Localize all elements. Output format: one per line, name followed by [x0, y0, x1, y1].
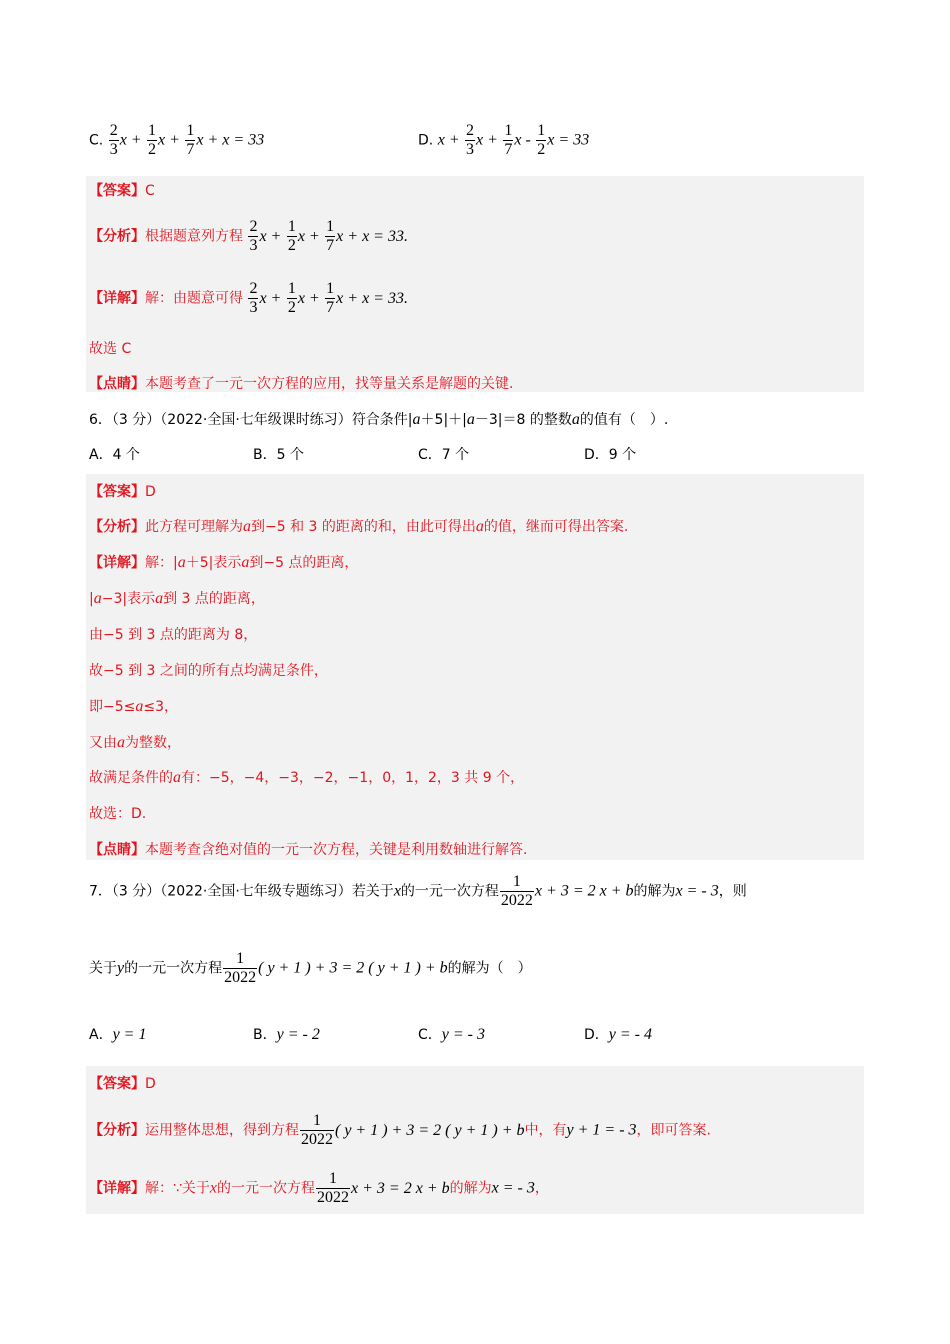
fraction: $\frac{2}{3}$ [249, 218, 258, 254]
fraction: $\frac{1}{7}$ [186, 122, 195, 158]
detail-text: 解：由题意可得 [145, 290, 243, 307]
detail-label: 【详解】 [89, 290, 145, 307]
q7-option-b: B．y = - 2 [253, 1026, 320, 1043]
expr-part: x + x = 33. [336, 289, 408, 307]
question-source: （2022·全国·七年级课时练习） [160, 412, 352, 428]
q5-option-c [89, 122, 264, 159]
question-score: （3 分） [111, 883, 161, 900]
q6-detail-line: 由−5 到 3 点的距离为 8， [89, 627, 258, 643]
q6-option-a: A．4 个 [89, 447, 140, 463]
q5-option-d [418, 122, 589, 159]
comment-text: 本题考查了一元一次方程的应用，找等量关系是解题的关键. [145, 376, 514, 392]
fraction: $\frac{1}{2022}$ [317, 1170, 350, 1206]
detail-label: 【详解】 [89, 555, 145, 571]
answer-value: D [145, 1076, 156, 1092]
q7-option-a: A．y = 1 [89, 1026, 147, 1043]
expr-part: x = 33 [547, 131, 590, 149]
q6-detail-line: 故−5 到 3 之间的所有点均满足条件， [89, 663, 328, 679]
answer-value: C [145, 183, 155, 199]
analysis-label: 【分析】 [89, 519, 145, 535]
fraction: $\frac{1}{2}$ [287, 218, 296, 254]
q5-detail [89, 280, 408, 317]
q7-option-d: D．y = - 4 [584, 1026, 653, 1043]
option-letter: C. [89, 132, 104, 149]
q6-option-b: B．5 个 [253, 447, 304, 463]
q6-detail: 【详解】解：|a＋5|表示a到−5 点的距离， [89, 554, 359, 571]
q7-stem-line2: 关于y的一元一次方程 $\frac{1}{2022}$ ( y + 1 ) + 3 = 2 ( y + 1 ) + b的解为（ ） [89, 950, 532, 986]
q6-option-d: D．9 个 [584, 447, 637, 463]
fraction: $\frac{1}{2022}$ [224, 950, 257, 986]
question-source: （2022·全国·七年级专题练习） [160, 883, 352, 900]
q6-detail-line: |a−3|表示a到 3 点的距离， [89, 590, 265, 607]
q6-comment [89, 839, 527, 859]
expr-part: x + [259, 227, 282, 245]
q7-analysis: 【分析】运用整体思想，得到方程 $\frac{1}{2022}$ ( y + 1 ) + 3 = 2 ( y + 1 ) + b中，有y + 1 = - 3，即可答案. [89, 1112, 711, 1148]
answer-label: 【答案】 [89, 1076, 145, 1092]
expr-part: x + [476, 131, 498, 149]
fraction: $\frac{1}{7}$ [504, 122, 513, 158]
analysis-label: 【分析】 [89, 228, 145, 245]
analysis-text: 根据题意列方程 [145, 228, 243, 245]
answer-value: D [145, 484, 156, 500]
q6-detail-line: 故选：D. [89, 806, 147, 822]
fraction: $\frac{2}{3}$ [466, 122, 475, 158]
expr-part: x + x = 33. [336, 227, 408, 245]
q6-option-c: C．7 个 [418, 447, 470, 463]
q6-detail-line: 即−5≤a≤3， [89, 698, 179, 715]
q5-analysis [89, 218, 408, 255]
expr-part: x + [437, 131, 460, 149]
question-number: 6． [89, 412, 112, 428]
fraction: $\frac{2}{3}$ [109, 122, 118, 158]
q6-analysis: 【分析】此方程可理解为a到−5 和 3 的距离的和，由此可得出a的值，继而可得出答案. [89, 518, 629, 535]
fraction: $\frac{1}{2022}$ [301, 1112, 333, 1148]
fraction: $\frac{1}{2}$ [287, 280, 296, 316]
q7-stem: 7．（3 分）（2022·全国·七年级专题练习）若关于x的一元一次方程 $\frac{1}{2022}$ x + 3 = 2 x + b的解为x = - 3，则 [89, 873, 747, 909]
question-score: （3 分） [111, 412, 161, 428]
expr-part: x + [297, 289, 320, 307]
answer-label: 【答案】 [89, 183, 145, 199]
fraction: $\frac{1}{2}$ [537, 122, 546, 158]
q5-choice: 故选 C [89, 341, 132, 357]
expr-part: x + [259, 289, 282, 307]
q5-answer [89, 180, 155, 200]
expr-part: x - [514, 131, 531, 149]
expr-part: x + x = 33 [196, 131, 265, 149]
question-number: 7． [89, 883, 112, 900]
fraction: $\frac{1}{2}$ [148, 122, 157, 158]
option-letter: D. [418, 132, 434, 149]
comment-label: 【点睛】 [89, 376, 145, 392]
q7-answer [89, 1073, 156, 1093]
q6-detail-line: 故满足条件的a有：−5，−4，−3，−2，−1，0，1，2，3 共 9 个， [89, 769, 525, 786]
q6-detail-line: 又由a为整数， [89, 734, 181, 751]
fraction: $\frac{1}{7}$ [326, 280, 335, 316]
fraction: $\frac{1}{2022}$ [500, 873, 533, 909]
q6-stem: 6．（3 分）（2022·全国·七年级课时练习）符合条件|a＋5|＋|a－3|＝8 的整数a的值有（ ）. [89, 411, 669, 428]
q7-detail: 【详解】解：∵关于x的一元一次方程 $\frac{1}{2022}$ x + 3 = 2 x + b的解为x = - 3， [89, 1170, 549, 1206]
expr-part: x + [119, 131, 142, 149]
comment-label: 【点睛】 [89, 842, 145, 858]
expr-part: x + [297, 227, 320, 245]
answer-label: 【答案】 [89, 484, 145, 500]
q5-comment [89, 373, 513, 393]
detail-label: 【详解】 [89, 1180, 145, 1197]
expr-part: x + [158, 131, 180, 149]
analysis-label: 【分析】 [89, 1122, 145, 1139]
fraction: $\frac{1}{7}$ [326, 218, 335, 254]
q7-option-c: C．y = - 3 [418, 1026, 486, 1043]
q6-answer [89, 481, 156, 501]
fraction: $\frac{2}{3}$ [249, 280, 258, 316]
comment-text: 本题考查含绝对值的一元一次方程，关键是利用数轴进行解答. [145, 842, 528, 858]
